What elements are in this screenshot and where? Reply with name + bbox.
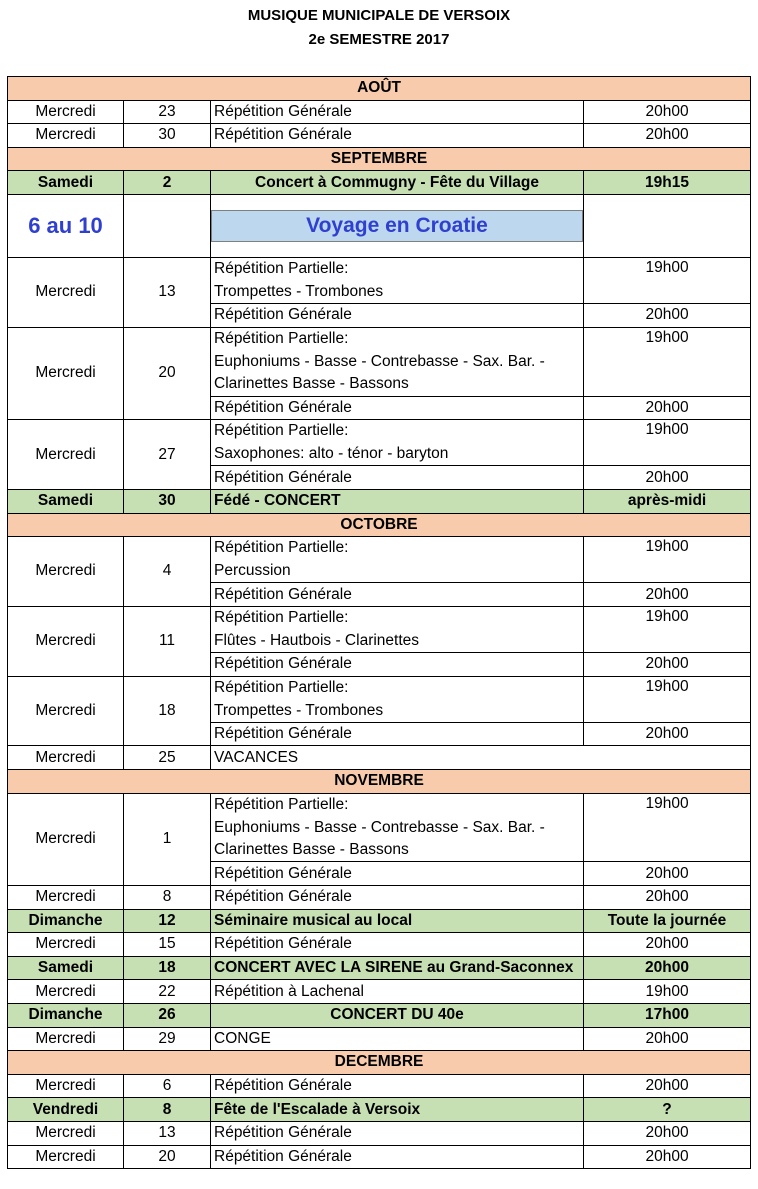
description-cell: Répétition Générale — [211, 396, 584, 420]
time-cell: 20h00 — [584, 583, 751, 607]
partial-rehearsal-label: Répétition Partielle: — [211, 327, 584, 350]
partial-rehearsal-label: Répétition Partielle: — [211, 420, 584, 443]
time-cell: 20h00 — [584, 653, 751, 677]
description-cell: Répétition Générale — [211, 722, 584, 746]
date-cell: 20 — [124, 1145, 211, 1169]
date-cell: 30 — [124, 489, 211, 513]
table-row — [8, 980, 751, 1004]
day-cell: Samedi — [8, 956, 124, 980]
time-cell: 19h00 — [584, 980, 751, 1004]
event-row — [8, 956, 751, 980]
day-cell: Mercredi — [8, 606, 124, 676]
description-cell: Répétition Générale — [211, 304, 584, 328]
date-cell: 13 — [124, 1121, 211, 1145]
description-cell: VACANCES — [211, 746, 751, 770]
date-cell: 18 — [124, 676, 211, 746]
day-cell: Mercredi — [8, 933, 124, 957]
date-cell: 30 — [124, 124, 211, 148]
time-cell: 19h00 — [584, 420, 751, 466]
time-cell: Toute la journée — [584, 909, 751, 933]
date-cell: 6 — [124, 1074, 211, 1098]
day-cell: Mercredi — [8, 1145, 124, 1169]
date-cell: 27 — [124, 420, 211, 490]
time-cell: 19h15 — [584, 171, 751, 195]
table-row — [8, 257, 751, 280]
description-cell: Fédé - CONCERT — [211, 489, 584, 513]
month-label: SEPTEMBRE — [8, 147, 751, 171]
table-row — [8, 933, 751, 957]
month-header-aout — [8, 77, 751, 101]
time-cell: après-midi — [584, 489, 751, 513]
instrument-list: Percussion — [211, 560, 584, 583]
date-cell: 4 — [124, 537, 211, 607]
day-cell: Mercredi — [8, 420, 124, 490]
description-cell: Répétition Générale — [211, 100, 584, 124]
description-cell: Séminaire musical au local — [211, 909, 584, 933]
instrument-list: Trompettes - Trombones — [211, 699, 584, 722]
description-cell: Répétition Générale — [211, 862, 584, 886]
time-cell: 20h00 — [584, 1027, 751, 1051]
time-cell: 20h00 — [584, 304, 751, 328]
date-cell: 1 — [124, 793, 211, 885]
description-cell: Répétition Générale — [211, 1145, 584, 1169]
description-cell: Répétition Générale — [211, 124, 584, 148]
time-cell: 20h00 — [584, 1145, 751, 1169]
description-cell: Répétition Générale — [211, 466, 584, 490]
description-cell: Répétition Générale — [211, 583, 584, 607]
day-cell: Mercredi — [8, 746, 124, 770]
time-cell: 19h00 — [584, 606, 751, 652]
date-cell: 8 — [124, 1098, 211, 1122]
description-cell: Répétition à Lachenal — [211, 980, 584, 1004]
partial-rehearsal-label: Répétition Partielle: — [211, 537, 584, 560]
day-cell: Mercredi — [8, 100, 124, 124]
page-title: MUSIQUE MUNICIPALE DE VERSOIX — [247, 7, 511, 24]
date-cell: 22 — [124, 980, 211, 1004]
description-cell: Répétition Générale — [211, 653, 584, 677]
time-cell: 20h00 — [584, 933, 751, 957]
time-cell — [584, 194, 751, 257]
date-cell: 23 — [124, 100, 211, 124]
instrument-list: Euphoniums - Basse - Contrebasse - Sax. Bar. - — [211, 816, 584, 839]
month-header-decembre — [8, 1051, 751, 1075]
time-cell: 20h00 — [584, 124, 751, 148]
time-cell: 19h00 — [584, 327, 751, 396]
time-cell: 20h00 — [584, 1074, 751, 1098]
partial-rehearsal-label: Répétition Partielle: — [211, 257, 584, 280]
voyage-row — [8, 194, 751, 257]
month-label: OCTOBRE — [8, 513, 751, 537]
table-row — [8, 746, 751, 770]
month-label: DECEMBRE — [8, 1051, 751, 1075]
event-row — [8, 1098, 751, 1122]
description-cell: Répétition Générale — [211, 1074, 584, 1098]
day-cell: Samedi — [8, 171, 124, 195]
day-cell: Mercredi — [8, 537, 124, 607]
date-cell — [124, 194, 211, 257]
time-cell: 20h00 — [584, 886, 751, 910]
date-cell: 13 — [124, 257, 211, 327]
instrument-list: Flûtes - Hautbois - Clarinettes — [211, 629, 584, 652]
table-row — [8, 1027, 751, 1051]
time-cell: 19h00 — [584, 537, 751, 583]
time-cell: 20h00 — [584, 466, 751, 490]
description-cell: Fête de l'Escalade à Versoix — [211, 1098, 584, 1122]
date-cell: 11 — [124, 606, 211, 676]
date-cell: 25 — [124, 746, 211, 770]
description-cell: CONCERT AVEC LA SIRENE au Grand-Saconnex — [211, 956, 584, 980]
time-cell: 20h00 — [584, 956, 751, 980]
date-cell: 15 — [124, 933, 211, 957]
month-label: NOVEMBRE — [8, 770, 751, 794]
instrument-list: Clarinettes Basse - Bassons — [211, 373, 584, 396]
time-cell: 20h00 — [584, 722, 751, 746]
partial-rehearsal-label: Répétition Partielle: — [211, 606, 584, 629]
table-row — [8, 793, 751, 816]
month-header-septembre — [8, 147, 751, 171]
day-cell: Mercredi — [8, 886, 124, 910]
table-row — [8, 886, 751, 910]
time-cell: 20h00 — [584, 100, 751, 124]
time-cell: 19h00 — [584, 793, 751, 862]
table-row — [8, 537, 751, 560]
description-cell: CONGE — [211, 1027, 584, 1051]
table-row — [8, 124, 751, 148]
instrument-list: Clarinettes Basse - Bassons — [211, 839, 584, 862]
day-cell: Mercredi — [8, 1121, 124, 1145]
table-row — [8, 1121, 751, 1145]
event-row — [8, 489, 751, 513]
table-row — [8, 676, 751, 699]
event-row — [8, 1003, 751, 1027]
month-header-novembre — [8, 770, 751, 794]
day-cell: Mercredi — [8, 980, 124, 1004]
month-label: AOÛT — [8, 77, 751, 101]
time-cell: 20h00 — [584, 396, 751, 420]
description-cell: Concert à Commugny - Fête du Village — [211, 171, 584, 195]
day-cell: Samedi — [8, 489, 124, 513]
event-row — [8, 171, 751, 195]
day-cell: Vendredi — [8, 1098, 124, 1122]
instrument-list: Trompettes - Trombones — [211, 281, 584, 304]
month-header-octobre — [8, 513, 751, 537]
date-cell: 18 — [124, 956, 211, 980]
table-row — [8, 606, 751, 629]
day-cell: Mercredi — [8, 676, 124, 746]
instrument-list: Euphoniums - Basse - Contrebasse - Sax. Bar. - — [211, 350, 584, 373]
day-cell: Mercredi — [8, 1074, 124, 1098]
table-row — [8, 100, 751, 124]
voyage-cell — [211, 194, 584, 257]
partial-rehearsal-label: Répétition Partielle: — [211, 676, 584, 699]
description-cell: Répétition Générale — [211, 933, 584, 957]
day-cell: Mercredi — [8, 1027, 124, 1051]
description-cell: CONCERT DU 40e — [211, 1003, 584, 1027]
instrument-list: Saxophones: alto - ténor - baryton — [211, 443, 584, 466]
day-cell: Mercredi — [8, 124, 124, 148]
voyage-banner: Voyage en Croatie — [211, 210, 583, 242]
day-cell: Mercredi — [8, 257, 124, 327]
event-row — [8, 909, 751, 933]
date-cell: 12 — [124, 909, 211, 933]
time-cell: ? — [584, 1098, 751, 1122]
table-row — [8, 1074, 751, 1098]
day-cell: Dimanche — [8, 909, 124, 933]
table-row — [8, 420, 751, 443]
date-cell: 8 — [124, 886, 211, 910]
date-cell: 2 — [124, 171, 211, 195]
time-cell: 19h00 — [584, 257, 751, 303]
date-cell: 26 — [124, 1003, 211, 1027]
description-cell: Répétition Générale — [211, 886, 584, 910]
time-cell: 17h00 — [584, 1003, 751, 1027]
table-row — [8, 1145, 751, 1169]
time-cell: 19h00 — [584, 676, 751, 722]
day-cell: Mercredi — [8, 793, 124, 885]
table-row — [8, 327, 751, 350]
date-cell: 20 — [124, 327, 211, 419]
voyage-date: 6 au 10 — [8, 194, 124, 257]
date-cell: 29 — [124, 1027, 211, 1051]
partial-rehearsal-label: Répétition Partielle: — [211, 793, 584, 816]
page-subtitle: 2e SEMESTRE 2017 — [308, 31, 450, 48]
time-cell: 20h00 — [584, 1121, 751, 1145]
day-cell: Mercredi — [8, 327, 124, 419]
description-cell: Répétition Générale — [211, 1121, 584, 1145]
schedule-table — [7, 76, 751, 1169]
day-cell: Dimanche — [8, 1003, 124, 1027]
time-cell: 20h00 — [584, 862, 751, 886]
